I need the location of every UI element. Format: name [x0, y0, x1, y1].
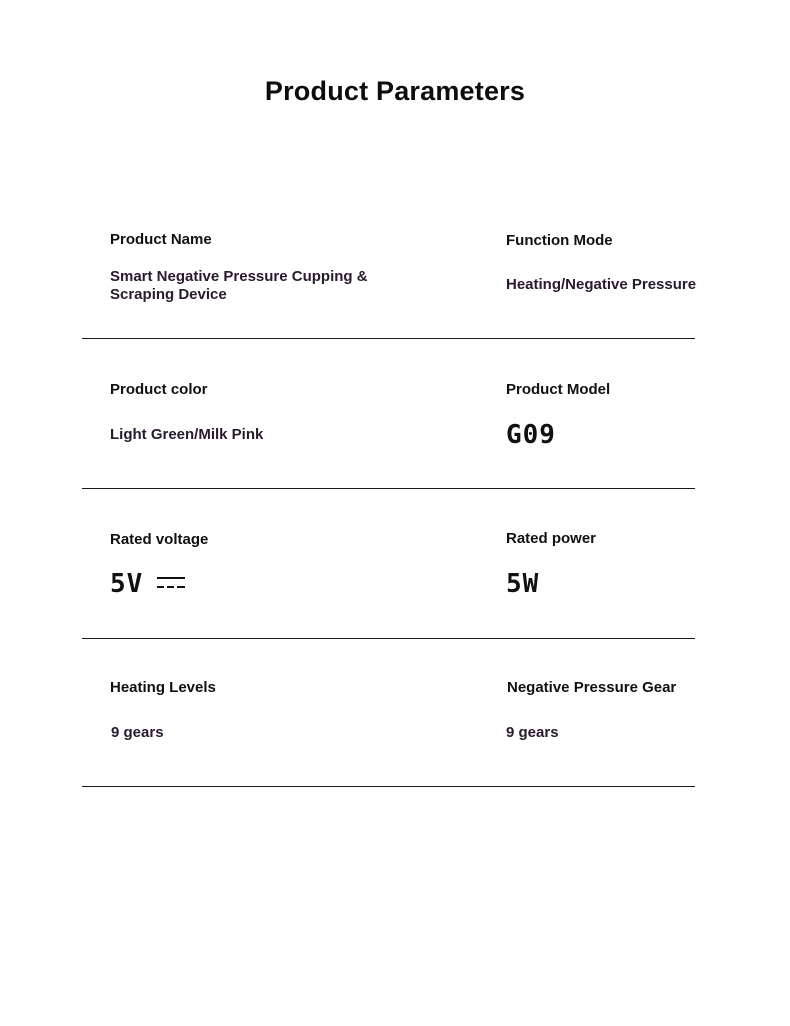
row-divider	[82, 786, 695, 787]
function-mode-label: Function Mode	[506, 232, 613, 249]
product-model-value: G09	[506, 420, 556, 450]
dc-current-icon	[157, 577, 185, 589]
product-name-value: Smart Negative Pressure Cupping & Scraping Device	[110, 268, 368, 303]
parameter-row	[82, 637, 695, 787]
product-color-label: Product color	[110, 381, 208, 398]
parameter-row	[82, 189, 695, 339]
product-model-label: Product Model	[506, 381, 611, 398]
rated-voltage-value: 5V	[110, 569, 144, 599]
negative-pressure-gear-value: 9 gears	[506, 724, 559, 741]
parameter-row	[82, 339, 695, 489]
rated-power-value: 5W	[506, 569, 540, 599]
negative-pressure-gear-label: Negative Pressure Gear	[507, 679, 677, 696]
heating-levels-value: 9 gears	[111, 724, 164, 741]
heating-levels-label: Heating Levels	[110, 679, 216, 696]
parameter-row	[82, 489, 695, 639]
rated-power-label: Rated power	[506, 530, 597, 547]
page-title: Product Parameters	[264, 76, 526, 106]
function-mode-value: Heating/Negative Pressure	[506, 276, 697, 293]
rated-voltage-label: Rated voltage	[110, 531, 209, 548]
rated-voltage-value-wrap	[110, 569, 185, 599]
product-color-value: Light Green/Milk Pink	[110, 426, 264, 443]
product-name-label: Product Name	[110, 231, 212, 248]
